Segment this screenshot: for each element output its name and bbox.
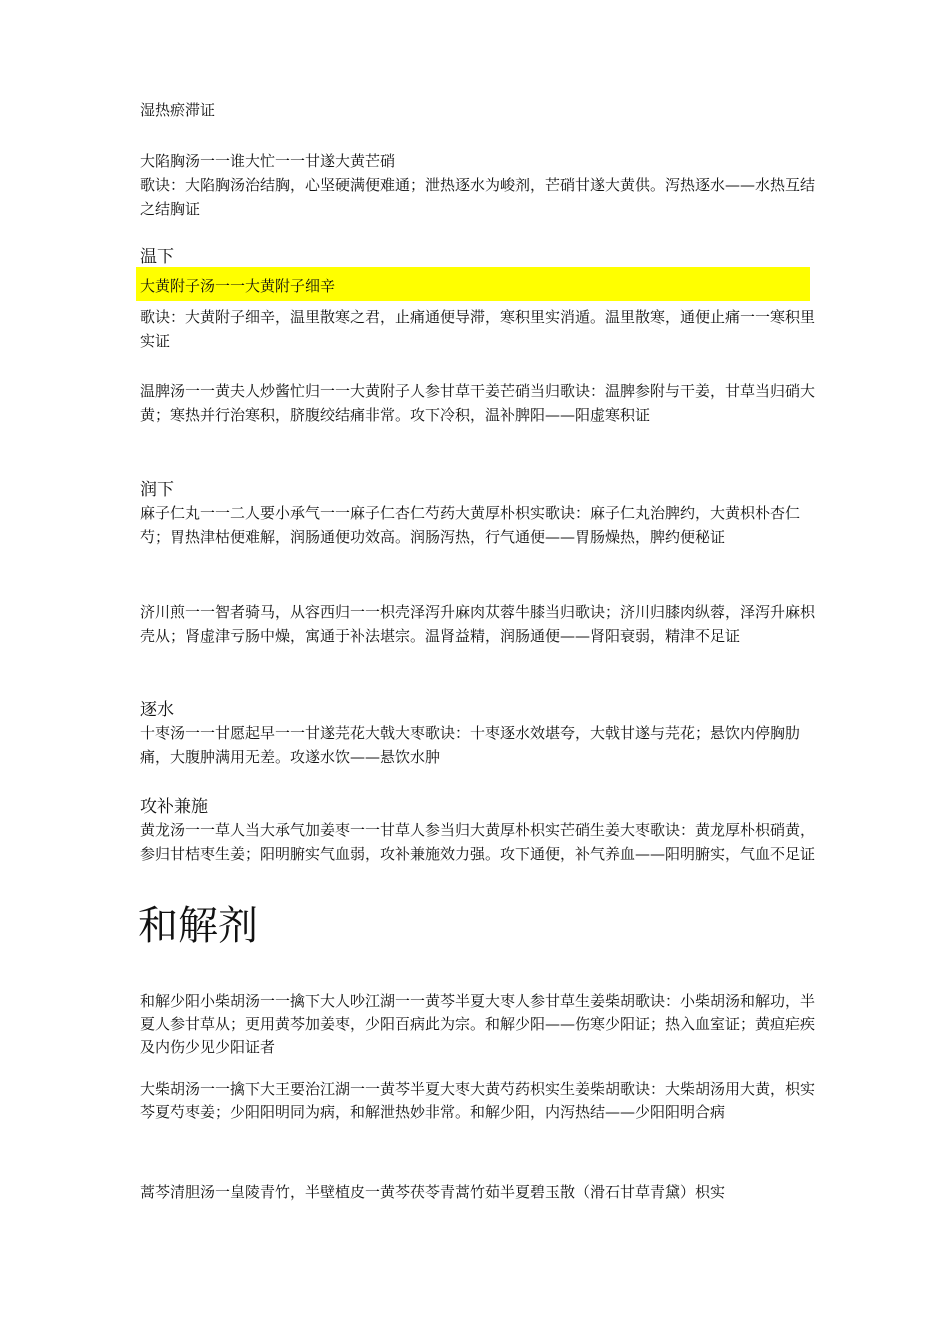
formula-paragraph: 十枣汤一一甘愿起早一一甘遂芫花大戟大枣歌诀：十枣逐水效堪夸，大戟甘遂与芫花；悬饮内停胸肋痛，大腹肿满用无差。攻遂水饮——悬饮水肿 [140,724,801,766]
formula-paragraph: 蒿芩清胆汤一皇陵青竹，半壁植皮一黄芩茯苓青蒿竹茹半夏碧玉散（滑石甘草青黛）枳实 [140,1183,726,1201]
formula-title-highlighted: 大黄附子汤一一大黄附子细辛 [140,277,336,295]
formula-paragraph: 济川煎一一智者骑马，从容西归一一枳壳泽泻升麻肉苁蓉牛膝当归歌诀；济川归膝肉纵蓉，泽泻升麻枳壳从；肾虚津亏肠中燥，寓通于补法堪宗。温肾益精，润肠通便——肾阳衰弱，精津不足证 [140,603,816,645]
subheading-gongbu: 攻补兼施 [140,797,208,817]
formula-paragraph: 和解少阳小柴胡汤一一擒下大人吵江湖一一黄芩半夏大枣人参甘草生姜柴胡歌诀：小柴胡汤和解功，半夏人参甘草从；更用黄芩加姜枣，少阳百病此为宗。和解少阳——伤寒少阳证；热入血室证；黄疸疟疾及内伤少见少阳证者 [140,992,816,1056]
subheading-wenxia: 温下 [140,247,174,267]
formula-body: 歌诀：大陷胸汤治结胸，心坚硬满便难通；泄热逐水为峻剂，芒硝甘遂大黄供。泻热逐水——水热互结之结胸证 [140,176,816,218]
subheading-runxia: 润下 [140,480,174,500]
section-label: 湿热瘀滞证 [140,101,216,119]
formula-body: 歌诀：大黄附子细辛，温里散寒之君，止痛通便导滞，寒积里实消遁。温里散寒，通便止痛一一寒积里实证 [140,308,816,350]
formula-title: 大陷胸汤一一谁大忙一一甘遂大黄芒硝 [140,152,396,170]
formula-paragraph: 麻子仁丸一一二人要小承气一一麻子仁杏仁芍药大黄厚朴枳实歌诀：麻子仁丸治脾约，大黄枳朴杏仁芍；胃热津枯便难解，润肠通便功效高。润肠泻热，行气通便——胃肠燥热，脾约便秘证 [140,504,801,546]
subheading-zhushui: 逐水 [140,700,174,720]
chapter-title: 和解剂 [138,903,258,949]
formula-paragraph: 黄龙汤一一草人当大承气加姜枣一一甘草人参当归大黄厚朴枳实芒硝生姜大枣歌诀：黄龙厚朴枳硝黄，参归甘桔枣生姜；阳明腑实气血弱，攻补兼施效力强。攻下通便，补气养血——阳明腑实，气血不足证 [140,821,816,863]
formula-paragraph: 温脾汤一一黄夫人炒酱忙归一一大黄附子人参甘草干姜芒硝当归歌诀：温脾参附与干姜，甘草当归硝大黄；寒热并行治寒积，脐腹绞结痛非常。攻下冷积，温补脾阳——阳虚寒积证 [140,382,816,424]
formula-paragraph: 大柴胡汤一一擒下大王要治江湖一一黄芩半夏大枣大黄芍药枳实生姜柴胡歌诀：大柴胡汤用大黄，枳实芩夏芍枣姜；少阳阳明同为病，和解泄热妙非常。和解少阳，内泻热结——少阳阳明合病 [140,1080,816,1121]
